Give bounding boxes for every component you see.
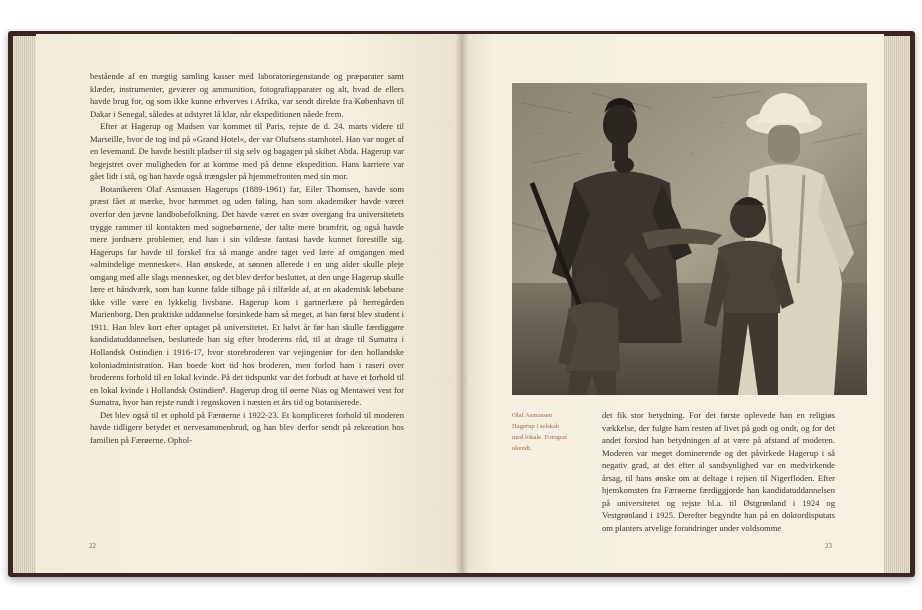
right-page (461, 34, 884, 573)
paragraph: Efter at Hagerup og Madsen var kommet til Paris, rejste de d. 24. marts videre til Marseille, hvor de tog ind på »Grand Hotel«, der var Olufsens stamhotel. Han var noget af en levemand. De havde bestilt pladser til sig selv og bagagen på skibet Abda. Hagerup var begejstret over muligheden for at komme med på denne ekspedition. Hans karriere var gået lidt i stå, og han havde også trængsler på hjemmefronten med sin mor. (90, 121, 404, 182)
paragraph: bestående af en mægtig samling kasser med laboratoriegenstande og præparater samt klæder, instrumenter, geværer og ammunition, fotografiapparater og alt, hvad de ellers havde brug for, og som ikke kunne erhverves i Afrika, var sendt direkte fra København til Dakar i Senegal, således at udstyret lå klar, når ekspeditionen nåede frem. (90, 71, 404, 119)
page-number-left: 22 (89, 542, 96, 550)
page-edges-right (880, 36, 910, 573)
page-number-right: 23 (825, 542, 832, 550)
paragraph: Botanikeren Olaf Asmussen Hagerups (1889-1961) far, Eiler Thomsen, havde som præst fået at mærke, hvor hæmmet og uden føling, han som akademiker havde været overfor den jævne landbobefolkning. Det havde været en svær overgang fra universitetets trygge rammer til kontakten med sognebørnene, der talte mere bramfrit, og også havde mere jordnære problemer, end han i sin vildeste fantasi havde kunnet forestille sig. Hagerups far havde til forskel fra så mange andre taget ved lære af omgangen med »almindelige mennesker«. Han ønskede, at sønnen allerede i en ung alder skulle pleje omgang med alle slags mennesker, og det blev derfor besluttet, at den unge Hagerup skulle lære et håndværk, som han kunne falde tilbage på i tilfælde af, at en akademisk løbebane ikke ville være en lykkelig livsbane. Hagerup kom i gartnerlære på herregården Marienborg. Den praktiske uddannelse forsinkede ham så meget, at han først blev student i 1911. Han blev kort efter optaget på universitetet. Et halvt år før han skulle færdiggøre kandidatuddannelsen, besluttede han sig efter broderens råd, til at drage til Sumatra i Hollandsk Ostindien i 1916-17, hvor storebroderen var vejingeniør for den hollandske koloniadministration. Han boede kort tid hos broderen, men forlod ham i raseri over broderens forhold til en lokal kvinde. På det tidspunkt var det forbudt at have et forhold til en lokal kvinde i Hollandsk Ostindien⁸. Hagerup drog til øerne Nias og Mentawei vest for Sumatra, hvor han rejste rundt i regnskoven i næsten et års tid og botaniserede. (90, 183, 404, 408)
left-page-body (90, 70, 404, 446)
left-page (36, 34, 461, 573)
right-page-body (602, 409, 835, 534)
paragraph: det fik stor betydning. For det første oplevede han en religiøs vækkelse, der fulgte ham resten af livet på godt og ondt, og for det andet forstod han betydningen af at være på afstand af moderen. Moderen var meget dominerende og det påvirkede Hagerup i så negativ grad, at det efter al sandsynlighed var en medvirkende årsag, til hans ønske om at deltage i rejsen til Nigerfloden. Efter hjemkomsten fra Færøerne færdiggjorde han kandidatuddannelsen på universitetet og rejste bl.a. til Østgrønland i 1924 og Vestgrønland i 1925. Derefter begyndte han på en doktordisputats om planters arvelige forandringer under voldsomme (602, 410, 835, 533)
paragraph: Det blev også til et ophold på Færøerne i 1922-23. Et kompliceret forhold til moderen havde tidligere betydet et nervesammenbrud, og han blev derfor sendt på rekreation hos familien på Færøerne. Ophol- (90, 409, 404, 445)
historical-photograph (512, 83, 867, 395)
book-gutter (455, 34, 469, 573)
photo-caption: Olaf Asmussen Hagerup i selskab med lokale. Fotograf ukendt. (512, 412, 568, 452)
